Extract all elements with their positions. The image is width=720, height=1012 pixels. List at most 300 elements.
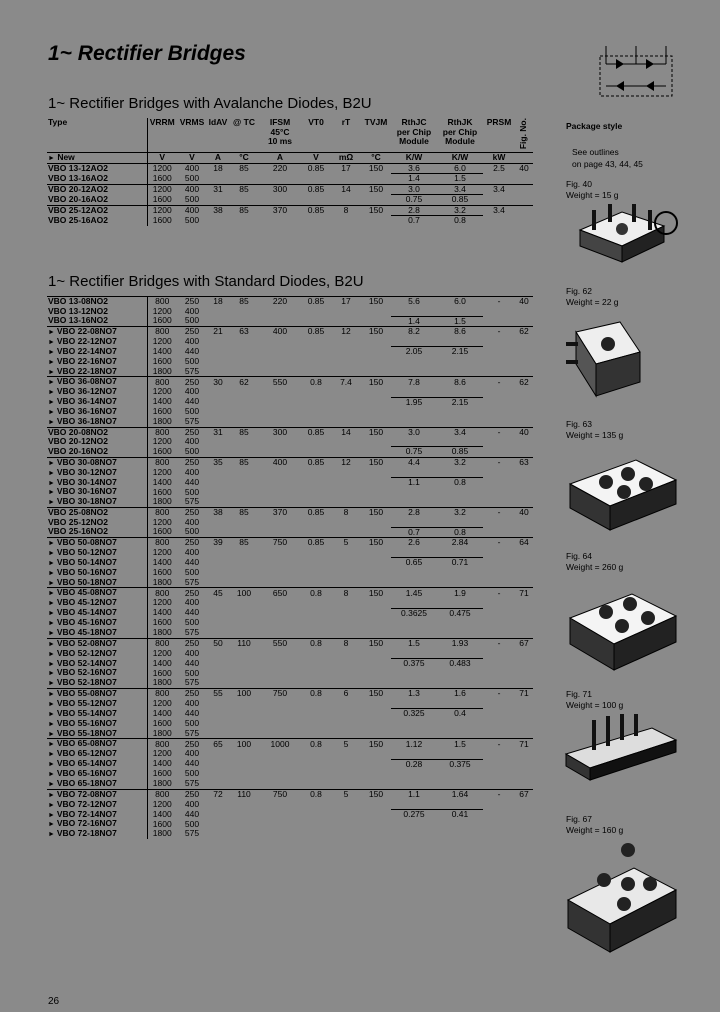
rthjk-cell [437, 829, 483, 839]
prsm-cell [483, 407, 515, 417]
type-cell [47, 558, 147, 568]
rthjc-cell [391, 699, 437, 709]
rthjk-cell: 1.5 [437, 739, 483, 749]
table-row [47, 447, 533, 458]
type-cell [47, 809, 147, 819]
rt-cell [331, 195, 361, 206]
vrrm-cell: 800 [147, 427, 177, 437]
vt0-cell [301, 174, 331, 185]
new-marker-icon: ► [48, 479, 57, 487]
tvjm-cell [361, 779, 391, 789]
prsm-cell [483, 437, 515, 447]
rt-cell [331, 337, 361, 347]
rt-cell [331, 819, 361, 829]
type-name: VBO 52-12NO7 [56, 648, 117, 658]
rthjc-cell [391, 769, 437, 779]
rt-cell: 5 [331, 739, 361, 749]
type-cell [47, 487, 147, 497]
rthjc-cell [391, 668, 437, 678]
type-cell [47, 447, 147, 458]
type-name: VBO 13-12AO2 [48, 163, 108, 173]
tc-cell [229, 347, 259, 357]
rthjc-cell [391, 337, 437, 347]
ifsm-cell [259, 367, 301, 377]
table-row [47, 216, 533, 226]
idav-cell [207, 337, 229, 347]
vt0-cell [301, 568, 331, 578]
table-row [47, 568, 533, 578]
prsm-cell [483, 608, 515, 618]
type-cell [47, 527, 147, 538]
vrms-cell: 500 [184, 356, 200, 366]
idav-cell [207, 558, 229, 568]
vrms-cell: 400 [184, 336, 200, 347]
prsm-cell [483, 527, 515, 538]
rthjk-cell [437, 578, 483, 588]
new-marker-icon: ► [48, 771, 57, 779]
ifsm-cell [259, 407, 301, 417]
tc-cell [229, 477, 259, 487]
rthjc-cell [391, 749, 437, 759]
vrms-cell: 500 [184, 316, 200, 326]
fig-cell [515, 174, 533, 185]
type-cell [47, 377, 147, 387]
col-vrrm: VRRM [149, 118, 175, 127]
ifsm-cell [259, 437, 301, 447]
fig-cell [515, 407, 533, 417]
fig-cell [515, 195, 533, 206]
table-row [47, 316, 533, 327]
table-row [47, 487, 533, 497]
rthjk-cell: 0.375 [437, 759, 483, 769]
ifsm-cell [259, 337, 301, 347]
tvjm-cell [361, 316, 391, 327]
ifsm-cell [259, 628, 301, 638]
ifsm-cell: 300 [259, 184, 301, 195]
rt-cell: 5 [331, 538, 361, 548]
type-name: VBO 65-08NO7 [56, 738, 117, 749]
rt-cell: 17 [331, 163, 361, 174]
ifsm-cell [259, 487, 301, 497]
fig-cell [515, 518, 533, 528]
col-rthjk-label: RthJK [447, 118, 473, 127]
rthjk-cell: 1.64 [437, 789, 483, 799]
table-row [47, 759, 533, 769]
page-number: 26 [48, 996, 60, 1007]
ifsm-cell [259, 709, 301, 719]
col-rthjc-module: Module [399, 136, 429, 147]
ifsm-cell [259, 598, 301, 608]
new-marker-icon: ► [48, 660, 57, 668]
tvjm-cell [361, 417, 391, 427]
tvjm-cell [361, 568, 391, 578]
idav-cell [207, 628, 229, 638]
table-row [47, 347, 533, 357]
vrms-cell: 400 [177, 163, 207, 174]
vrms-cell: 500 [184, 618, 200, 628]
vrrm-cell: 1800 [152, 627, 172, 638]
prsm-cell [483, 548, 515, 558]
vrms-cell: 250 [177, 377, 207, 387]
ifsm-cell [259, 658, 301, 668]
tvjm-cell: 150 [361, 739, 391, 749]
vrrm-cell: 800 [147, 508, 177, 518]
vt0-cell [301, 195, 331, 206]
rthjk-cell [437, 749, 483, 759]
fig-cell [515, 729, 533, 739]
rt-cell [331, 447, 361, 458]
fig-cell [515, 184, 533, 195]
rt-cell [331, 658, 361, 668]
unit-tvjm: °C [371, 152, 381, 162]
unit-vt0: V [313, 152, 319, 162]
rt-cell [331, 568, 361, 578]
vt0-cell [301, 357, 331, 367]
col-vt0: VT0 [308, 118, 324, 127]
new-marker-icon: ► [48, 459, 57, 467]
vrrm-cell: 1200 [152, 799, 172, 809]
vrrm-cell: 1800 [152, 497, 172, 507]
table-row [47, 508, 533, 518]
rt-cell [331, 779, 361, 789]
idav-cell [207, 548, 229, 558]
rt-cell: 14 [331, 184, 361, 195]
vt0-cell: 0.8 [301, 689, 331, 699]
table-row [47, 628, 533, 638]
vrms-cell: 575 [184, 497, 200, 507]
type-cell [47, 397, 147, 407]
new-marker-icon: ► [48, 329, 57, 337]
rt-cell: 5 [331, 789, 361, 799]
fig-cell: 40 [515, 297, 533, 307]
tvjm-cell: 150 [361, 427, 391, 437]
table-row [47, 729, 533, 739]
ifsm-cell: 400 [259, 327, 301, 337]
vt0-cell [301, 578, 331, 588]
fig-cell [515, 628, 533, 638]
tvjm-cell: 150 [361, 377, 391, 387]
table-row [47, 699, 533, 709]
rthjc-cell [391, 598, 437, 608]
idav-cell [207, 719, 229, 729]
rthjc-cell [391, 307, 437, 317]
rthjc-cell: 0.75 [391, 195, 437, 206]
ifsm-cell [259, 307, 301, 317]
fig-cell: 40 [515, 427, 533, 437]
idav-cell: 18 [207, 163, 229, 174]
vrrm-cell: 1200 [152, 467, 172, 477]
vrrm-cell: 1800 [152, 577, 172, 587]
col-tvjm: TVJM [364, 118, 388, 127]
vt0-cell [301, 769, 331, 779]
rthjc-cell [391, 800, 437, 810]
vrms-cell: 500 [184, 769, 200, 779]
vt0-cell [301, 397, 331, 407]
fig-cell: 67 [515, 638, 533, 648]
rthjc-cell: 1.5 [391, 638, 437, 648]
rthjc-cell: 4.4 [391, 457, 437, 467]
type-name: VBO 13-16NO2 [48, 316, 108, 326]
tvjm-cell [361, 527, 391, 538]
bridge-circuit-symbol [596, 42, 676, 100]
idav-cell [207, 769, 229, 779]
rthjk-cell [437, 407, 483, 417]
col-rthjk-perchip: per Chip [442, 126, 478, 137]
vrms-cell: 400 [184, 517, 200, 527]
rthjk-cell [437, 719, 483, 729]
tvjm-cell [361, 216, 391, 226]
vrms-cell: 575 [184, 577, 200, 587]
type-cell [47, 618, 147, 628]
vt0-cell [301, 216, 331, 226]
type-cell [47, 658, 147, 668]
ifsm-cell [259, 527, 301, 538]
vrms-cell: 400 [177, 184, 207, 195]
table-row [47, 779, 533, 789]
idav-cell: 55 [207, 689, 229, 699]
new-marker-icon: ► [48, 780, 57, 788]
vrrm-cell: 1200 [152, 698, 172, 709]
tc-cell: 85 [229, 457, 259, 467]
idav-cell [207, 407, 229, 417]
table-row [47, 468, 533, 478]
tc-cell [229, 578, 259, 588]
fig-cell [515, 568, 533, 578]
vrms-cell: 500 [184, 487, 200, 497]
tvjm-cell [361, 769, 391, 779]
vt0-cell [301, 417, 331, 427]
tvjm-cell [361, 800, 391, 810]
section-heading-standard: 1~ Rectifier Bridges with Standard Diodes, B2U [48, 273, 364, 290]
fig-cell: 71 [515, 588, 533, 598]
vrms-cell: 500 [184, 446, 200, 456]
vrms-cell: 440 [184, 608, 200, 618]
vrrm-cell: 1400 [152, 346, 172, 356]
idav-cell [207, 437, 229, 447]
table-row [47, 769, 533, 779]
rthjc-cell: 1.1 [391, 477, 437, 487]
vrrm-cell: 1600 [152, 769, 172, 779]
rt-cell [331, 800, 361, 810]
vrms-cell: 400 [184, 387, 200, 397]
unit-prsm: kW [492, 152, 506, 162]
tvjm-cell [361, 367, 391, 377]
rthjk-cell: 2.15 [437, 347, 483, 357]
prsm-cell: - [483, 689, 515, 699]
rthjk-cell: 8.6 [437, 327, 483, 337]
type-name: VBO 30-08NO7 [56, 457, 117, 467]
idav-cell: 38 [207, 508, 229, 518]
vrms-cell: 250 [177, 689, 207, 699]
vrrm-cell: 1600 [152, 215, 172, 225]
tc-cell [229, 487, 259, 497]
rt-cell [331, 174, 361, 185]
idav-cell [207, 487, 229, 497]
vt0-cell: 0.8 [301, 588, 331, 598]
table-row [47, 649, 533, 659]
table-row [47, 789, 533, 799]
ifsm-cell [259, 316, 301, 327]
tvjm-cell [361, 397, 391, 407]
table-row [47, 819, 533, 829]
tvjm-cell [361, 337, 391, 347]
unit-vrrm: V [159, 152, 166, 162]
new-label: New [57, 152, 75, 162]
tvjm-cell: 150 [361, 457, 391, 467]
rthjc-cell: 3.6 [391, 163, 437, 174]
ifsm-cell [259, 417, 301, 427]
type-cell [47, 407, 147, 417]
tc-cell [229, 558, 259, 568]
type-name: VBO 55-12NO7 [56, 698, 117, 708]
tc-cell: 85 [229, 184, 259, 195]
prsm-cell [483, 749, 515, 759]
table-row [47, 407, 533, 417]
vt0-cell: 0.85 [301, 457, 331, 467]
prsm-cell: - [483, 377, 515, 387]
rthjk-cell: 0.85 [437, 195, 483, 206]
type-name: VBO 72-14NO7 [56, 809, 117, 819]
ifsm-cell [259, 568, 301, 578]
rt-cell [331, 487, 361, 497]
tc-cell [229, 618, 259, 628]
fig64-label: Fig. 64 [566, 551, 592, 561]
vrms-cell: 500 [184, 527, 200, 537]
type-cell [47, 367, 147, 377]
fig-cell: 40 [515, 508, 533, 518]
new-marker-icon: ► [48, 600, 57, 608]
idav-cell: 30 [207, 377, 229, 387]
prsm-cell [483, 558, 515, 568]
prsm-cell [483, 729, 515, 739]
ifsm-cell [259, 387, 301, 397]
rt-cell [331, 729, 361, 739]
type-name: VBO 65-18NO7 [56, 778, 117, 788]
fig-cell [515, 487, 533, 497]
rthjk-cell: 1.5 [437, 174, 483, 185]
idav-cell [207, 174, 229, 185]
tc-cell [229, 628, 259, 638]
type-name: VBO 45-16NO7 [56, 618, 117, 628]
new-marker-icon: ► [48, 358, 57, 366]
type-name: VBO 13-08NO2 [48, 296, 108, 306]
prsm-cell [483, 397, 515, 407]
prsm-cell [483, 779, 515, 789]
rthjk-cell [437, 628, 483, 638]
type-cell [47, 468, 147, 478]
table-row [47, 477, 533, 487]
tvjm-cell [361, 729, 391, 739]
tc-cell [229, 437, 259, 447]
rthjc-cell [391, 407, 437, 417]
table-row [47, 518, 533, 528]
rthjk-cell [437, 699, 483, 709]
rthjk-cell: 6.0 [437, 297, 483, 307]
idav-cell: 45 [207, 588, 229, 598]
ifsm-cell [259, 195, 301, 206]
type-name: VBO 25-08NO2 [48, 507, 108, 518]
prsm-cell [483, 800, 515, 810]
idav-cell [207, 477, 229, 487]
vrms-cell: 500 [184, 407, 200, 417]
type-cell [47, 387, 147, 397]
type-cell [47, 678, 147, 688]
page-title: 1~ Rectifier Bridges [48, 42, 246, 65]
tc-cell [229, 759, 259, 769]
vrms-cell: 400 [184, 547, 200, 558]
idav-cell: 39 [207, 538, 229, 548]
type-name: VBO 20-16AO2 [48, 194, 108, 204]
vrrm-cell: 800 [147, 297, 177, 307]
rthjc-cell: 0.325 [391, 709, 437, 719]
vrms-cell: 250 [177, 508, 207, 518]
units-row [47, 152, 533, 163]
prsm-cell [483, 719, 515, 729]
vrms-cell: 400 [184, 467, 200, 477]
vrms-cell: 440 [184, 397, 200, 407]
ifsm-cell [259, 608, 301, 618]
ifsm-cell [259, 719, 301, 729]
prsm-cell: - [483, 588, 515, 598]
ifsm-cell [259, 578, 301, 588]
vrrm-cell: 800 [147, 377, 177, 387]
rthjk-cell [437, 367, 483, 377]
fig-cell [515, 779, 533, 789]
col-rthjk [437, 118, 483, 152]
section-heading-avalanche: 1~ Rectifier Bridges with Avalanche Diodes, B2U [48, 95, 372, 112]
new-marker-icon: ► [48, 338, 57, 346]
vrrm-cell: 1800 [152, 778, 172, 789]
vt0-cell: 0.8 [301, 739, 331, 749]
type-name: VBO 55-16NO7 [56, 718, 117, 728]
new-marker-icon: ► [48, 730, 57, 738]
rt-cell [331, 407, 361, 417]
ifsm-cell [259, 729, 301, 739]
table-row [47, 417, 533, 427]
col-tc [229, 118, 259, 152]
vrms-cell: 575 [184, 829, 200, 839]
idav-cell [207, 518, 229, 528]
idav-cell [207, 658, 229, 668]
vrrm-cell: 1600 [152, 356, 172, 366]
tc-cell [229, 195, 259, 206]
prsm-cell: - [483, 638, 515, 648]
rthjk-cell [437, 437, 483, 447]
vt0-cell [301, 316, 331, 327]
type-cell [47, 789, 147, 799]
prsm-cell [483, 568, 515, 578]
rt-cell [331, 608, 361, 618]
rthjk-cell [437, 678, 483, 688]
tc-cell [229, 649, 259, 659]
new-marker-icon: ► [48, 710, 57, 718]
fig63-label: Fig. 63 [566, 419, 592, 429]
unit-rthjk: K/W [451, 152, 469, 162]
fig-cell [515, 699, 533, 709]
vt0-cell [301, 337, 331, 347]
tc-cell [229, 337, 259, 347]
type-name: VBO 30-18NO7 [56, 497, 117, 507]
rthjk-cell [437, 487, 483, 497]
type-name: VBO 50-08NO7 [56, 537, 117, 548]
fig40-weight: Weight = 15 g [566, 190, 619, 200]
tvjm-cell: 150 [361, 327, 391, 337]
type-cell [47, 195, 147, 206]
rthjk-cell [437, 568, 483, 578]
table-row [47, 377, 533, 387]
rthjc-cell: 2.05 [391, 347, 437, 357]
prsm-cell [483, 668, 515, 678]
